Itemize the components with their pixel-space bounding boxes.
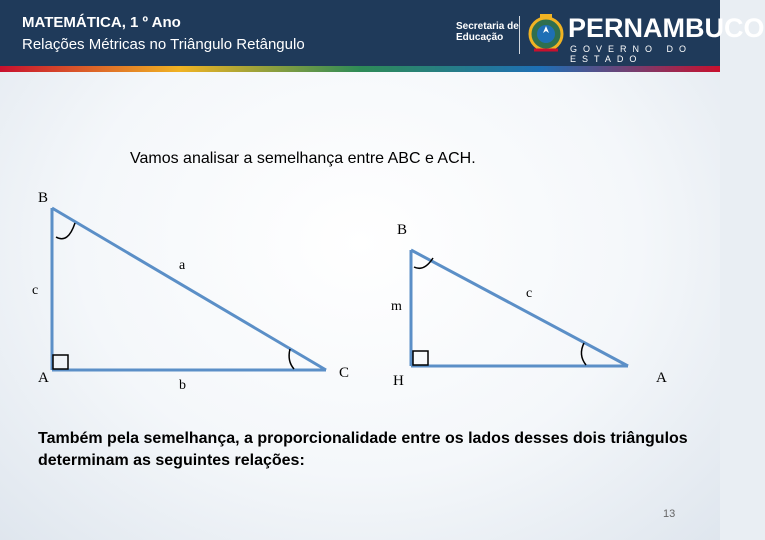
ach-angle-a-arc bbox=[581, 343, 586, 365]
page-number: 13 bbox=[663, 508, 676, 520]
lesson-title: Relações Métricas no Triângulo Retângulo bbox=[22, 36, 305, 53]
secretaria-line2: Educação bbox=[456, 32, 504, 43]
abc-vertex-a-label: A bbox=[38, 370, 49, 386]
triangle-abc bbox=[52, 208, 326, 370]
abc-side-b-label: b bbox=[179, 378, 186, 393]
abc-side-a-line bbox=[52, 208, 326, 370]
conclusion-text: Também pela semelhança, a proporcionalidade entre os lados desses dois triângulos determinam as seguintes relações: bbox=[38, 430, 688, 469]
abc-side-a-label: a bbox=[179, 258, 186, 273]
course-title: MATEMÁTICA, 1 º Ano bbox=[22, 14, 181, 31]
intro-text: Vamos analisar a semelhança entre ABC e ACH. bbox=[130, 150, 476, 167]
abc-vertex-c-label: C bbox=[339, 365, 350, 381]
ach-vertex-a-label: A bbox=[656, 370, 667, 386]
ach-side-m-label: m bbox=[391, 299, 402, 314]
abc-right-angle-mark bbox=[53, 355, 68, 369]
triangle-ach bbox=[411, 250, 628, 366]
abc-vertex-b-label: B bbox=[38, 190, 49, 206]
secretaria-line1: Secretaria de bbox=[456, 21, 519, 32]
abc-side-c-label: c bbox=[32, 283, 39, 298]
brand-name: PERNAMBUCO bbox=[568, 13, 765, 43]
ach-right-angle-mark bbox=[413, 351, 428, 365]
ach-side-c-label: c bbox=[526, 286, 533, 301]
brand-subtitle: GOVERNO DO ESTADO bbox=[570, 44, 693, 64]
ach-vertex-h-label: H bbox=[393, 373, 404, 389]
ach-hypotenuse-line bbox=[411, 250, 628, 366]
abc-angle-b-arc bbox=[56, 223, 75, 239]
ach-vertex-b-label: B bbox=[397, 222, 408, 238]
